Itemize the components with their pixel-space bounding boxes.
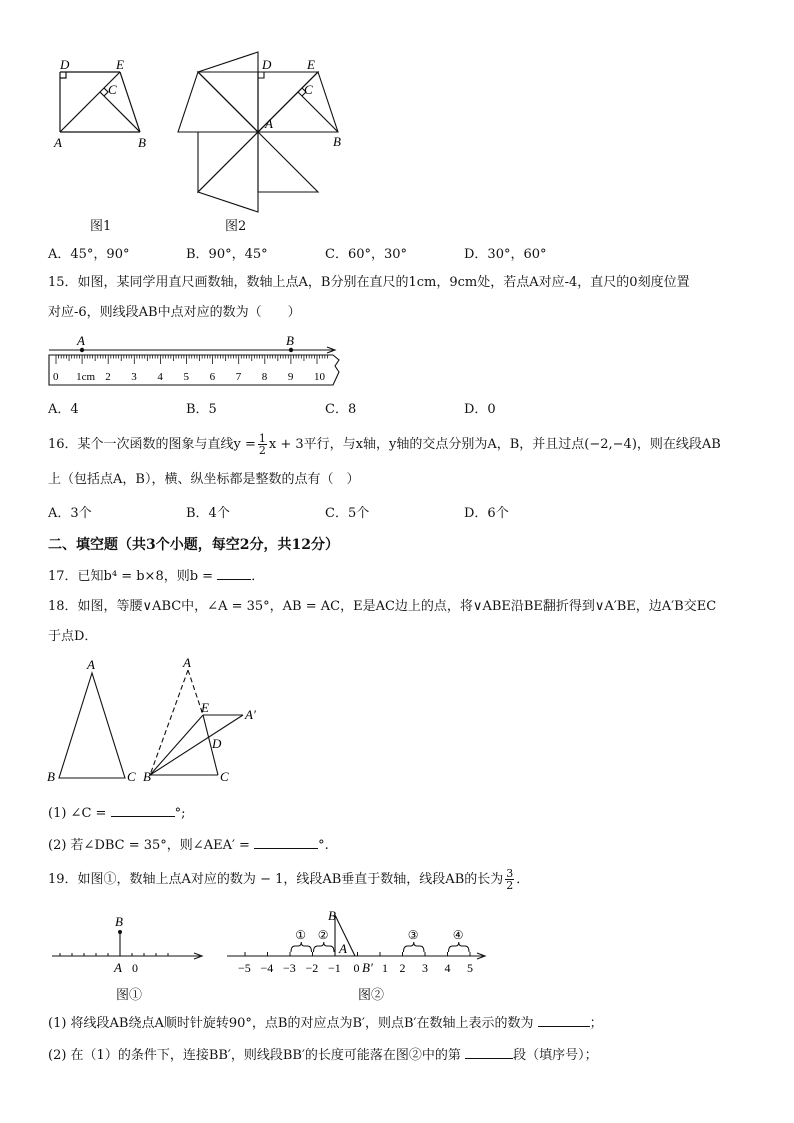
q19-text-a: 19．如图①，数轴上点A对应的数为 − 1，线段AB垂直于数轴，线段AB的长为 (48, 872, 504, 887)
q19-figure-1 (50, 910, 210, 980)
fig1-right-angle-D (60, 72, 66, 78)
fig19-2-segment-mark: ① (295, 928, 307, 942)
ruler-label-B: B (286, 333, 294, 348)
fig2-triangle-4 (198, 132, 258, 212)
q16-frac-num: 1 (258, 432, 266, 445)
fig2-triangle-5 (198, 132, 258, 192)
q19-sub2 (48, 1044, 598, 1066)
q16-text-line2: 上（包括点A，B），横、纵坐标都是整数的点有（ ） (48, 472, 360, 487)
q19-fig1-caption: 图① (116, 988, 143, 1003)
q18-right-label-E: E (201, 700, 209, 715)
q16-fraction (258, 433, 267, 456)
q14-figure-1 (48, 55, 158, 150)
q16-text-line1 (48, 433, 721, 456)
q16-option-d[interactable]: D．6个 (464, 506, 509, 521)
fig1-label-C: C (108, 82, 117, 97)
q14-option-b[interactable]: B．90°，45° (186, 247, 268, 262)
q19-sub1-b: ； (589, 1016, 603, 1031)
q18-sub1 (48, 802, 185, 824)
q18-text-line2: 于点D． (48, 629, 98, 644)
q19-sub1-blank[interactable] (538, 1012, 590, 1027)
ruler-number: 2 (105, 371, 111, 383)
q14-fig2-caption: 图2 (225, 219, 247, 234)
fig2-triangle-3 (258, 132, 318, 192)
q15-text-line2: 对应-6，则线段AB中点对应的数为（ ） (48, 305, 301, 320)
fig19-2-label-Bp: B′ (362, 960, 373, 975)
q18-text-line1: 18．如图，等腰∨ABC中，∠A = 35°，AB = AC，E是AC边上的点，将∨ABE沿BE翻折得到∨A′BE，边A′B交EC (48, 599, 717, 614)
fig19-2-label-A: A (339, 941, 347, 956)
fig19-2-number: −5 (238, 961, 251, 975)
fig19-1-label-zero: 0 (132, 961, 138, 975)
fig2-label-A: A (265, 116, 273, 131)
q18-right-label-C: C (220, 769, 229, 784)
fig19-2-number: 5 (467, 961, 473, 975)
fig1-line-CB (100, 92, 140, 132)
q16-option-c[interactable]: C．5个 (325, 506, 370, 521)
q15-option-b[interactable]: B．5 (186, 402, 217, 417)
fig19-2-segment-mark: ② (317, 928, 329, 942)
q19-fraction (505, 868, 514, 891)
q15-ruler-figure (45, 330, 345, 390)
q14-option-c[interactable]: C．60°，30° (325, 247, 408, 262)
ruler-label-A: A (77, 333, 85, 348)
fig1-label-D: D (60, 57, 70, 72)
fig2-label-B: B (333, 134, 341, 149)
q18-dashed-AB (150, 670, 188, 775)
fig19-2-label-B: B (328, 908, 336, 923)
q17-text (48, 565, 264, 587)
section-2-title: 二、填空题（共3个小题，每空2分，共12分） (48, 537, 339, 553)
fig19-2-number: −2 (305, 961, 319, 975)
fig19-1-point-B (118, 930, 122, 934)
q19-text-line1 (48, 868, 529, 891)
q16-text-a: 16．某个一次函数的图象与直线y = (48, 437, 256, 452)
q19-sub2-blank[interactable] (465, 1044, 513, 1059)
q14-fig1-caption: 图1 (90, 219, 112, 234)
fig1-line-EB (120, 72, 140, 132)
q18-sub2-b: °. (318, 838, 329, 853)
q17-text-b: ． (251, 569, 265, 584)
q18-left-label-C: C (127, 769, 136, 784)
fig19-2-number: −1 (328, 961, 341, 975)
ruler-number: 9 (287, 371, 294, 383)
ruler-number: 4 (157, 371, 163, 383)
ruler-number: 8 (261, 371, 268, 383)
q19-sub2-a: (2) 在（1）的条件下，连接BB′，则线段BB′的长度可能落在图②中的第 (48, 1048, 461, 1063)
q19-sub1-a: (1) 将线段AB绕点A顺时针旋转90°，点B的对应点为B′，则点B′在数轴上表示的数为 (48, 1016, 534, 1031)
q18-sub2-blank[interactable] (254, 834, 318, 849)
fig2-right-angle-D (258, 72, 264, 78)
q18-sub1-blank[interactable] (111, 802, 175, 817)
fig19-1-label-B: B (115, 914, 123, 929)
q18-left-label-B: B (47, 769, 55, 784)
q18-right-label-B: B (143, 769, 151, 784)
q17-text-a: 17．已知b⁴ = b×8，则b = (48, 569, 214, 584)
ruler-number: 5 (183, 371, 189, 383)
q18-right-label-A: A (183, 655, 191, 670)
q18-sub2 (48, 834, 329, 856)
q14-option-a[interactable]: A．45°，90° (48, 247, 130, 262)
ruler-number: 10 (314, 371, 325, 383)
fig2-triangle-6 (178, 72, 258, 132)
fig19-2-number: 4 (444, 961, 451, 975)
q16-option-b[interactable]: B．4个 (186, 506, 230, 521)
ruler-number: 7 (235, 371, 242, 383)
q15-option-a[interactable]: A．4 (48, 402, 79, 417)
q18-line-BAp (150, 715, 243, 775)
q16-frac-den: 2 (258, 444, 266, 457)
q19-fig2-caption: 图② (358, 988, 385, 1003)
fig1-label-B: B (138, 135, 146, 150)
q19-figure-2 (225, 905, 495, 980)
q18-sub1-a: (1) ∠C = (48, 806, 107, 821)
q19-frac-num: 3 (506, 867, 514, 880)
fig2-label-D: D (262, 57, 272, 72)
fig19-2-number: −3 (283, 961, 296, 975)
ruler-number: 0 (53, 371, 59, 383)
ruler-number: 1cm (76, 371, 96, 383)
q18-triangle-left (59, 673, 125, 778)
ruler-number: 3 (131, 371, 137, 383)
q15-option-c[interactable]: C．8 (325, 402, 357, 417)
q19-frac-den: 2 (506, 879, 514, 892)
fig2-triangle-8 (198, 52, 258, 132)
q18-sub2-a: (2) 若∠DBC = 35°，则∠AEA′ = (48, 838, 250, 853)
q15-text-line1: 15．如图，某同学用直尺画数轴，数轴上点A，B分别在直尺的1cm，9cm处，若点A对应-4，直尺的0刻度位置 (48, 275, 690, 290)
q16-text-b: x + 3平行，与x轴，y轴的交点分别为A，B，并且过点(−2,−4)，则在线段AB (268, 437, 721, 452)
fig19-2-brace (314, 942, 335, 952)
q18-sub1-b: °; (174, 806, 186, 821)
ruler-point-B (289, 348, 293, 352)
q19-text-b: ． (516, 872, 530, 887)
fig19-2-segment-mark: ④ (452, 928, 464, 942)
q19-sub1 (48, 1012, 603, 1034)
ruler-point-A (80, 348, 84, 352)
fig19-2-number: 2 (399, 961, 406, 975)
q15-option-d[interactable]: D．0 (464, 402, 496, 417)
fig19-1-label-A: A (114, 960, 122, 975)
fig19-2-brace (449, 942, 470, 952)
q18-right-label-D: D (212, 736, 222, 751)
fig19-2-number: 3 (422, 961, 428, 975)
q16-option-a[interactable]: A．3个 (48, 506, 92, 521)
fig19-2-number: 0 (353, 961, 360, 975)
q14-option-d[interactable]: D．30°，60° (464, 247, 547, 262)
q18-left-label-A: A (87, 657, 95, 672)
fig2-line-CB (298, 92, 338, 132)
fig1-line-AE (60, 72, 120, 132)
fig2-label-C: C (304, 82, 313, 97)
q14-figure-2 (170, 45, 350, 220)
fig19-2-segment-mark: ③ (407, 928, 419, 942)
fig2-label-E: E (307, 57, 315, 72)
fig19-2-number: −4 (260, 961, 274, 975)
fig19-2-number: 1 (382, 961, 388, 975)
fig1-label-E: E (116, 57, 124, 72)
q18-figure (45, 655, 275, 790)
q18-right-label-Ap: A′ (245, 707, 256, 722)
q19-sub2-b: 段（填序号）； (513, 1048, 598, 1063)
q17-answer-blank[interactable] (217, 565, 251, 580)
ruler-number: 6 (209, 371, 216, 383)
q18-line-BE (150, 715, 203, 775)
fig19-2-brace (291, 942, 312, 952)
fig1-label-A: A (54, 135, 62, 150)
fig19-2-brace (404, 942, 425, 952)
